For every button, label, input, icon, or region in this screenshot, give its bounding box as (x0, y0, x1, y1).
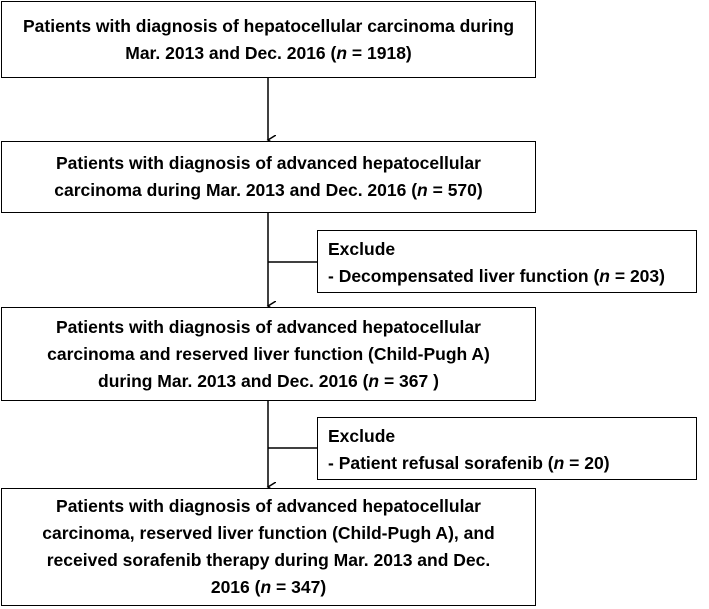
exclusion-1-title: Exclude (328, 239, 396, 259)
step-4-line-3: received sorafenib therapy during Mar. 2013 and Dec. (46, 550, 491, 570)
flowchart-step-2 (1, 141, 536, 213)
step-2-line-2: carcinoma during Mar. 2013 and Dec. 2016 (n = 570) (54, 180, 483, 200)
flowchart-step-4 (1, 488, 536, 606)
flowchart-step-1 (1, 1, 536, 78)
exclusion-1-reason: - Decompensated liver function (n = 203) (328, 266, 665, 286)
step-2-line-1: Patients with diagnosis of advanced hepatocellular (56, 153, 481, 173)
step-3-line-1: Patients with diagnosis of advanced hepatocellular (56, 316, 481, 337)
exclusion-box-2 (317, 417, 697, 480)
step-4-line-1: Patients with diagnosis of advanced hepatocellular (56, 496, 481, 516)
step-3-line-3: during Mar. 2013 and Dec. 2016 (n = 367 ) (98, 370, 439, 391)
step-1-line-1: Patients with diagnosis of hepatocellular carcinoma during (22, 15, 515, 36)
step-1-line-2: Mar. 2013 and Dec. 2016 (n = 1918) (125, 42, 412, 63)
exclusion-2-reason: - Patient refusal sorafenib (n = 20) (328, 453, 610, 473)
exclusion-box-1 (317, 230, 697, 293)
exclusion-2-title: Exclude (328, 426, 396, 446)
step-4-line-2: carcinoma, reserved liver function (Child-Pugh A), and (42, 523, 495, 543)
step-3-line-2: carcinoma and reserved liver function (Child-Pugh A) (47, 343, 490, 364)
step-4-line-4: 2016 (n = 347) (210, 577, 327, 597)
flowchart-step-3 (1, 307, 536, 401)
